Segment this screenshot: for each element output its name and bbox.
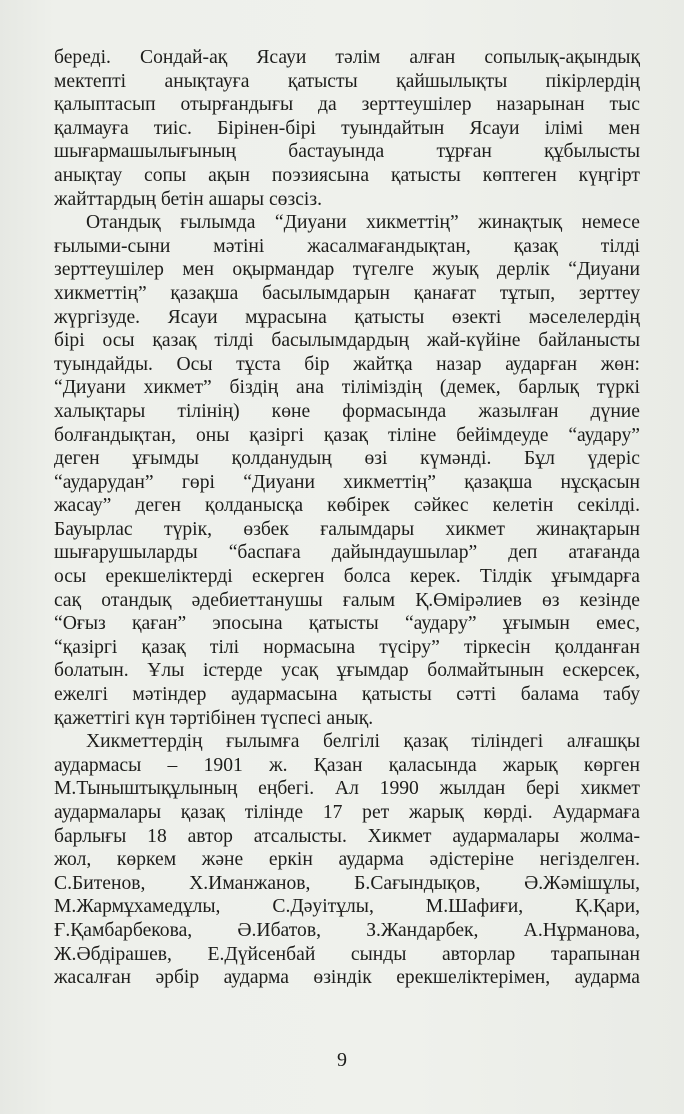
text-line: болғандықтан, оны қазіргі қазақ тіліне бейімдеуде “аудару” [54, 424, 640, 446]
text-line: “аударудан” гөрі “Диуани хикметтің” қазақша нұсқасын [54, 471, 640, 493]
text-line: М.Жармұхамедұлы, С.Дәуітұлы, М.Шафиғи, Қ.Қари, [54, 896, 640, 918]
text-line: Отандық ғылымда “Диуани хикметтің” жинақтық немесе [86, 212, 640, 234]
text-line: осы ерекшеліктерді ескерген болса керек. Тілдік ұғымдарға [54, 566, 640, 588]
text-line: қалыптасып отырғандығы да зерттеушілер назарынан тыс [54, 94, 640, 116]
text-line: Ж.Әбдірашев, Е.Дүйсенбай сынды авторлар тарапынан [54, 943, 640, 965]
page-number: 9 [337, 1049, 347, 1071]
text-line: жүргізуде. Ясауи мұрасына қатысты өзекті мәселелердің [54, 306, 640, 328]
text-line: Хикметтердің ғылымға белгілі қазақ тіліндегі алғашқы [86, 731, 640, 753]
text-line: бірі осы қазақ тілді басылымдардың жай-күйіне байланысты [54, 330, 640, 352]
text-line: ежелгі мәтіндер аудармасына қатысты сәтті балама табу [54, 684, 640, 706]
text-line: Бауырлас түрік, өзбек ғалымдары хикмет жинақтарын [54, 518, 640, 540]
text-line: С.Битенов, Х.Иманжанов, Б.Сағындықов, Ә.Жәмішұлы, [54, 872, 640, 894]
text-line: туындайды. Осы тұста бір жайтқа назар аударған жөн: [54, 353, 640, 375]
paragraph-3 [54, 730, 640, 990]
text-line: болатын. Ұлы істерде усақ ұғымдар болмайтынын ескерсек, [54, 660, 640, 682]
text-line: “Оғыз қаған” эпосына қатысты “аудару” ұғымын емес, [54, 613, 640, 635]
text-line: М.Тыныштықұлының еңбегі. Ал 1990 жылдан бері хикмет [54, 778, 640, 800]
text-line: ғылыми-сыни мәтіні жасалмағандықтан, қазақ тілді [54, 235, 640, 257]
text-line: халықтары тілінің) көне формасында жазылған дүние [54, 400, 640, 422]
body-text [54, 46, 640, 990]
text-line: жол, көркем және еркін аударма әдістеріне негізделген. [54, 849, 640, 871]
paragraph-2 [54, 211, 640, 730]
text-line: барлығы 18 автор атсалысты. Хикмет аудармалары жолма- [54, 825, 640, 847]
text-line: деген ұғымды қолданудың өзі күмәнді. Бұл үдеріс [54, 448, 640, 470]
text-line: шығарушыларды “баспаға дайындаушылар” деп атағанда [54, 542, 640, 564]
text-line: “Диуани хикмет” біздің ана тіліміздің (демек, барлық түркі [54, 377, 640, 399]
text-line: жасау” деген қолданысқа көбірек сәйкес келетін секілді. [54, 495, 640, 517]
text-line: шығармашылығының бастауында тұрған құбылысты [54, 141, 640, 163]
text-line: қалмауға тиіс. Бірінен-бірі туындайтын Ясауи ілімі мен [54, 117, 640, 139]
text-line: мектепті анықтауға қатысты қайшылықты пікірлердің [54, 70, 640, 92]
text-line: Ғ.Қамбарбекова, Ә.Ибатов, З.Жандарбек, А.Нұрманова, [54, 919, 640, 941]
text-line: аудармасы – 1901 ж. Қазан қаласында жарық көрген [54, 754, 640, 776]
text-line: аудармалары қазақ тілінде 17 рет жарық көрді. Аудармаға [54, 802, 640, 823]
text-line: анықтау сопы ақын поэзиясына қатысты көптеген күңгірт [54, 164, 640, 186]
paragraph-1 [54, 46, 640, 211]
text-line: жайттардың бетін ашары сөзсіз. [54, 188, 322, 210]
text-line: зерттеушілер мен оқырмандар түгелге жуық дерлік “Диуани [54, 259, 640, 281]
text-line: жасалған әрбір аударма өзіндік ерекшеліктерімен, аударма [54, 967, 640, 989]
text-line: хикметтің” қазақша басылымдарын қанағат тұтып, зерттеу [54, 282, 640, 304]
text-line: “қазіргі қазақ тілі нормасына түсіру” тіркесін қолданған [54, 636, 640, 658]
text-line: қажеттігі күн тәртібінен түспесі анық. [54, 707, 374, 729]
text-line: береді. Сондай-ақ Ясауи тәлім алған сопылық-ақындық [54, 47, 640, 68]
text-line: сақ отандық әдебиеттанушы ғалым Қ.Өмірәлиев өз кезінде [54, 589, 640, 611]
